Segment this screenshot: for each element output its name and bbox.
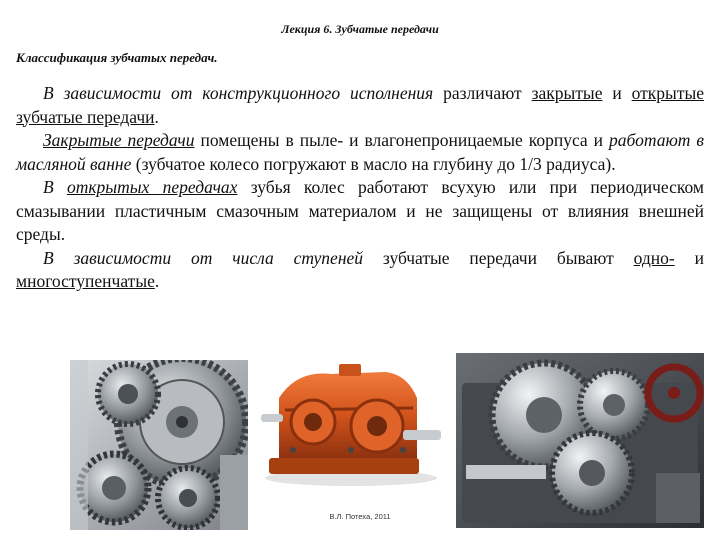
term-single-stage: одно- (633, 247, 675, 268)
term-open-drives: открытых передачах (66, 177, 238, 197)
gear-reducer-photo (257, 350, 445, 490)
phrase-construction: В зависимости от конструкционного исполнения (43, 83, 434, 103)
section-title: Классификация зубчатых передач. (16, 50, 218, 65)
paragraph-closed-open: В зависимости от конструкционного исполнения различают закрытые и открытые зубчатые передачи. (16, 83, 704, 127)
paragraph-closed-drives: Закрытые передачи помещены в пыле- и влагонепроницаемые корпуса и работают в масляной ванне (зубчатое колесо погружают в масло на глубину до 1/3 радиуса). (16, 130, 705, 174)
footer-author: В.Л. Потеха, 2011 (329, 512, 391, 521)
phrase-stages: В зависимости от числа ступеней (43, 247, 364, 268)
term-open: открытые (631, 83, 704, 103)
term-closed: закрытые (531, 83, 603, 103)
body-text (16, 82, 704, 294)
lecture-header: Лекция 6. Зубчатые передачи (281, 22, 439, 36)
phrase-oil-bath: работают в масляной ванне (16, 130, 705, 174)
term-multi-stage: многоступенчатые (16, 271, 155, 291)
open-gearbox-photo (456, 353, 704, 528)
paragraph-stages: В зависимости от числа ступеней зубчатые передачи бывают одно- и многоступенчатые. (16, 247, 704, 291)
paragraph-open-drives: В открытых передачах зубья колес работают всухую или при периодическом смазывании пластичным смазочным материалом и не защищены от влияния внешней среды. (16, 177, 704, 244)
term-gear-drives: зубчатые передачи (16, 106, 155, 127)
term-closed-italic: Закрытые (43, 130, 122, 150)
gear-train-photo (70, 360, 248, 530)
term-drives-italic: передачи (127, 130, 195, 150)
